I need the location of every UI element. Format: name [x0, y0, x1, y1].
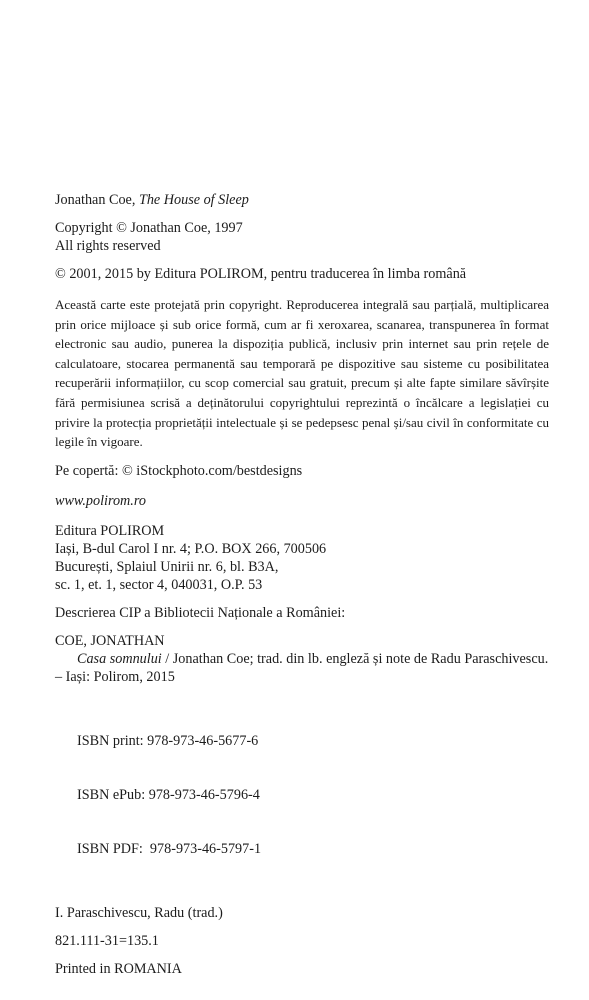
cip-description [55, 650, 549, 686]
isbn-epub: ISBN ePub: 978-973-46-5796-4 [77, 786, 260, 803]
copyright-block [55, 219, 549, 255]
publisher-block [55, 522, 549, 594]
translation-rights: © 2001, 2015 by Editura POLIROM, pentru traducerea în limba română [55, 266, 467, 282]
cip-classification: 821.111-31=135.1 [55, 932, 159, 949]
book-title-original: The House of Sleep [138, 192, 249, 208]
cip-heading: Descrierea CIP a Bibliotecii Naționale a României: [55, 604, 346, 621]
printed-in: Printed in ROMANIA [55, 960, 182, 977]
cip-translator: I. Paraschivescu, Radu (trad.) [55, 904, 223, 921]
cip-book-details: / Jonathan Coe; trad. din lb. engleză și note de Radu Paraschivescu. – Iași: Polirom, 2015 [55, 650, 549, 685]
website-link[interactable]: www.polirom.ro [55, 492, 146, 509]
cip-book-title: Casa somnului [77, 650, 162, 667]
cover-credit: Pe copertă: © iStockphoto.com/bestdesigns [55, 462, 303, 479]
legal-notice: Această carte este protejată prin copyright. Reproducerea integrală sau parțială, multiplicarea prin orice mijloace și sub orice formă, cum ar fi xeroxarea, scanarea, transpunerea în format electronic sau audio, punerea la dispoziția publică, inclusiv prin internet sau prin rețele de calculatoare, stocarea permanentă sau temporară pe dispozitive sau sisteme cu posibilitatea recuperării informațiilor, cu scop comercial sau gratuit, precum și alte fapte similare săvîrșite fără permisiunea scrisă a deținătorului copyrightului reprezintă o încălcare a legislației cu privire la protecția proprietății intelectuale și se pedepsesc penal și/sau civil în conformitate cu legile în vigoare. [55, 297, 549, 450]
publisher-address-bucuresti: București, Splaiul Unirii nr. 6, bl. B3A, [55, 558, 279, 575]
cip-author: COE, JONATHAN [55, 632, 165, 649]
copyright-line: Copyright © Jonathan Coe, 1997 [55, 220, 243, 236]
rights-reserved-line: All rights reserved [55, 238, 161, 254]
publisher-name: Editura POLIROM [55, 522, 165, 539]
author-title-line [55, 191, 549, 209]
publisher-address-iasi: Iași, B-dul Carol I nr. 4; P.O. BOX 266, 700506 [55, 540, 327, 557]
author-name: Jonathan Coe, [55, 192, 139, 208]
isbn-block [55, 696, 549, 894]
publisher-address-sector: sc. 1, et. 1, sector 4, 040031, O.P. 53 [55, 576, 263, 593]
isbn-pdf: ISBN PDF: 978-973-46-5797-1 [77, 840, 262, 857]
isbn-print: ISBN print: 978-973-46-5677-6 [77, 732, 259, 749]
